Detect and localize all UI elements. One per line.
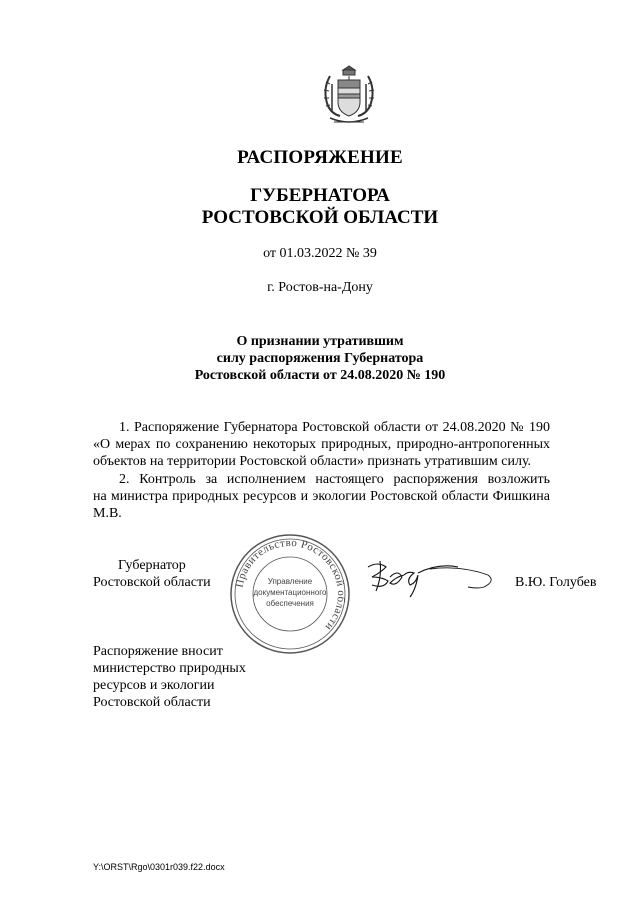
submitted-by-line-3: ресурсов и экологии: [93, 678, 215, 693]
document-date-number: от 01.03.2022 № 39: [263, 246, 377, 261]
paragraph-1-line-1: 1. Распоряжение Губернатора Ростовской области от 24.08.2020 № 190: [119, 420, 550, 435]
signatory-name: В.Ю. Голубев: [515, 575, 597, 590]
official-stamp-seal: [228, 532, 352, 656]
subject-line-2: силу распоряжения Губернатора: [216, 351, 424, 366]
signatory-post-line-2: Ростовской области: [93, 575, 211, 590]
paragraph-1-line-3: объектов на территории Ростовской области» признать утратившим силу.: [93, 454, 532, 469]
paragraph-2-line-2: на министра природных ресурсов и экологии Ростовской области Фишкина М.В.: [93, 489, 550, 521]
handwritten-signature: [360, 555, 500, 605]
submitted-by-line-1: Распоряжение вносит: [93, 644, 223, 659]
subject-line-1: О признании утратившим: [236, 334, 404, 349]
stamp-ring-text: Правительство Ростовской области: [233, 536, 348, 634]
paragraph-2-line-1: 2. Контроль за исполнением настоящего распоряжения возложить: [119, 472, 550, 487]
issuer-title-line1: ГУБЕРНАТОРА: [250, 185, 390, 206]
body-paragraph-1: [93, 419, 550, 470]
body-paragraph-2: [93, 471, 550, 522]
submitted-by-line-4: Ростовской области: [93, 695, 211, 710]
submitted-by-line-2: министерство природных: [93, 661, 246, 676]
stamp-inner-line-1: Управление: [267, 577, 313, 586]
signatory-post-line-1: Губернатор: [118, 558, 186, 573]
document-city: г. Ростов-на-Дону: [267, 280, 373, 295]
paragraph-1-line-2: «О мерах по сохранению некоторых природных, природно-антропогенных: [93, 437, 550, 452]
document-type-title: РАСПОРЯЖЕНИЕ: [237, 147, 403, 168]
coat-of-arms-emblem: [316, 62, 382, 128]
stamp-inner-line-3: обеспечения: [266, 599, 314, 608]
footer-file-path: Y:\ORST\Rgo\0301r039.f22.docx: [93, 862, 225, 872]
subject-line-3: Ростовской области от 24.08.2020 № 190: [194, 368, 446, 383]
issuer-title-line2: РОСТОВСКОЙ ОБЛАСТИ: [201, 207, 439, 228]
stamp-inner-line-2: документационного: [253, 588, 327, 597]
